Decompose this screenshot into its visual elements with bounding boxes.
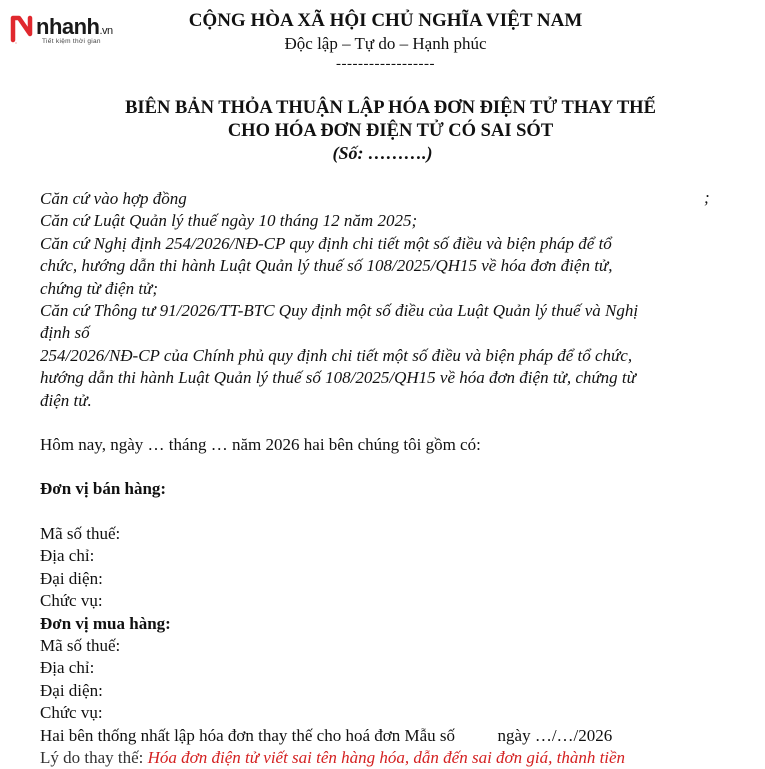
motto: Độc lập – Tự do – Hạnh phúc [284, 34, 487, 53]
replacement-reason-line: Lý do thay thế: Hóa đơn điện tử viết sai tên hàng hóa, dẫn đến sai đơn giá, thành tiền [40, 747, 626, 767]
legal-basis-line: chức, hướng dẫn thi hành Luật Quản lý thuế số 108/2025/QH15 về hóa đơn điện tử, [40, 256, 613, 276]
legal-basis-line: Căn cứ Thông tư 91/2026/TT-BTC Quy định một số điều của Luật Quản lý thuế và Nghị [40, 301, 639, 321]
legal-basis-line: 254/2026/NĐ-CP của Chính phủ quy định chi tiết một số điều và biện pháp để tổ chức, [40, 345, 633, 365]
seller-heading: Đơn vị bán hàng: [40, 479, 167, 499]
seller-representative: Đại diện: [40, 568, 103, 588]
legal-basis-line: điện tử. [40, 390, 92, 410]
logo-wordmark: nhanh.vn [36, 14, 113, 39]
document-number: (Số: ……….) [332, 143, 433, 163]
legal-basis-line: Căn cứ vào hợp đồng [40, 189, 187, 208]
buyer-heading: Đơn vị mua hàng: [40, 613, 171, 633]
legal-basis-line: định số [40, 323, 90, 343]
contract-line-end: ; [704, 188, 710, 207]
document-title-line1: BIÊN BẢN THỎA THUẬN LẬP HÓA ĐƠN ĐIỆN TỬ THAY THẾ [125, 98, 656, 118]
buyer-tax-code: Mã số thuế: [40, 635, 121, 655]
legal-basis-line: Căn cứ Nghị định 254/2026/NĐ-CP quy định chi tiết một số điều và biện pháp để tổ [40, 233, 612, 253]
seller-position: Chức vụ: [40, 591, 103, 611]
seller-tax-code: Mã số thuế: [40, 523, 121, 543]
document-title-line2: CHO HÓA ĐƠN ĐIỆN TỬ CÓ SAI SÓT [227, 121, 554, 141]
buyer-position: Chức vụ: [40, 703, 103, 723]
logo-tagline: Tiết kiệm thời gian [42, 38, 101, 45]
nation-heading: CỘNG HÒA XÃ HỘI CHỦ NGHĨA VIỆT NAM [188, 10, 583, 31]
document-body [40, 188, 730, 769]
seller-address: Địa chỉ: [40, 546, 95, 566]
legal-basis-line: chứng từ điện tử; [40, 278, 158, 298]
legal-basis-line: hướng dẫn thi hành Luật Quản lý thuế số 108/2025/QH15 về hóa đơn điện tử, chứng từ [40, 368, 636, 388]
date-line: Hôm nay, ngày … tháng … năm 2026 hai bên chúng tôi gồm có: [40, 435, 481, 455]
header-divider: ------------------ [336, 56, 435, 72]
legal-basis-line: Căn cứ Luật Quản lý thuế ngày 10 tháng 12 năm 2025; [40, 211, 418, 231]
buyer-representative: Đại diện: [40, 680, 103, 700]
agreement-line: Hai bên thống nhất lập hóa đơn thay thế cho hoá đơn Mẫu số ngày …/…/2026 [40, 725, 613, 745]
buyer-address: Địa chỉ: [40, 658, 95, 678]
